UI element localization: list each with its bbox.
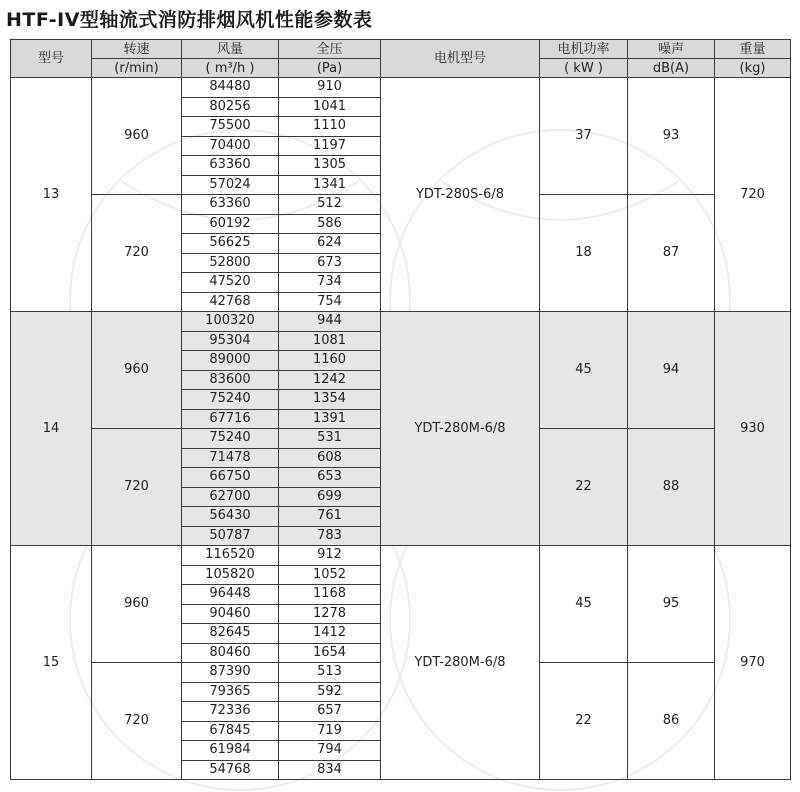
pressure-cell: 1081 [279,331,381,351]
airflow-cell: 83600 [182,370,279,390]
noise-cell: 86 [628,663,715,780]
pressure-cell: 1197 [279,136,381,156]
header-model: 型号 [11,40,92,78]
airflow-cell: 60192 [182,214,279,234]
model-cell: 15 [11,546,92,780]
table-header [11,40,791,78]
performance-table [10,39,791,780]
model-cell: 14 [11,312,92,546]
weight-cell: 930 [715,312,791,546]
airflow-cell: 79365 [182,682,279,702]
airflow-cell: 42768 [182,292,279,312]
airflow-cell: 96448 [182,585,279,605]
pressure-cell: 531 [279,429,381,449]
airflow-cell: 56625 [182,234,279,254]
airflow-cell: 89000 [182,351,279,371]
airflow-cell: 70400 [182,136,279,156]
pressure-cell: 910 [279,78,381,98]
airflow-cell: 61984 [182,741,279,761]
header-airflow-unit: ( m³/h ) [182,59,279,78]
speed-cell: 720 [92,429,182,546]
speed-cell: 960 [92,78,182,195]
power-cell: 45 [540,312,628,429]
airflow-cell: 75240 [182,390,279,410]
header-noise: 噪声 [628,40,715,59]
pressure-cell: 1278 [279,604,381,624]
table-body [11,78,791,780]
pressure-cell: 1041 [279,97,381,117]
pressure-cell: 761 [279,507,381,527]
pressure-cell: 1341 [279,175,381,195]
header-power-unit: ( kW ) [540,59,628,78]
pressure-cell: 1242 [279,370,381,390]
pressure-cell: 912 [279,546,381,566]
power-cell: 37 [540,78,628,195]
airflow-cell: 67845 [182,721,279,741]
airflow-cell: 50787 [182,526,279,546]
airflow-cell: 63360 [182,156,279,176]
header-pressure-unit: (Pa) [279,59,381,78]
airflow-cell: 72336 [182,702,279,722]
motor-cell: YDT-280M-6/8 [381,546,540,780]
header-pressure: 全压 [279,40,381,59]
pressure-cell: 1412 [279,624,381,644]
airflow-cell: 100320 [182,312,279,332]
header-speed: 转速 [92,40,182,59]
power-cell: 22 [540,663,628,780]
model-cell: 13 [11,78,92,312]
pressure-cell: 513 [279,663,381,683]
table-row [11,78,791,98]
header-power: 电机功率 [540,40,628,59]
header-weight-unit: (kg) [715,59,791,78]
pressure-cell: 673 [279,253,381,273]
airflow-cell: 67716 [182,409,279,429]
pressure-cell: 1654 [279,643,381,663]
airflow-cell: 90460 [182,604,279,624]
pressure-cell: 1354 [279,390,381,410]
airflow-cell: 66750 [182,468,279,488]
speed-cell: 720 [92,663,182,780]
speed-cell: 960 [92,312,182,429]
airflow-cell: 87390 [182,663,279,683]
airflow-cell: 84480 [182,78,279,98]
pressure-cell: 944 [279,312,381,332]
motor-cell: YDT-280S-6/8 [381,78,540,312]
noise-cell: 87 [628,195,715,312]
pressure-cell: 734 [279,273,381,293]
airflow-cell: 75500 [182,117,279,137]
header-motor: 电机型号 [381,40,540,78]
pressure-cell: 794 [279,741,381,761]
airflow-cell: 62700 [182,487,279,507]
header-airflow: 风量 [182,40,279,59]
airflow-cell: 80256 [182,97,279,117]
speed-cell: 960 [92,546,182,663]
weight-cell: 720 [715,78,791,312]
power-cell: 45 [540,546,628,663]
header-noise-unit: dB(A) [628,59,715,78]
airflow-cell: 54768 [182,760,279,780]
pressure-cell: 624 [279,234,381,254]
power-cell: 22 [540,429,628,546]
airflow-cell: 52800 [182,253,279,273]
airflow-cell: 71478 [182,448,279,468]
noise-cell: 88 [628,429,715,546]
header-weight: 重量 [715,40,791,59]
pressure-cell: 834 [279,760,381,780]
pressure-cell: 699 [279,487,381,507]
airflow-cell: 75240 [182,429,279,449]
airflow-cell: 105820 [182,565,279,585]
noise-cell: 95 [628,546,715,663]
motor-cell: YDT-280M-6/8 [381,312,540,546]
header-speed-unit: (r/min) [92,59,182,78]
airflow-cell: 82645 [182,624,279,644]
pressure-cell: 754 [279,292,381,312]
noise-cell: 93 [628,78,715,195]
speed-cell: 720 [92,195,182,312]
page-title: HTF-IV型轴流式消防排烟风机性能参数表 [6,9,373,31]
pressure-cell: 586 [279,214,381,234]
noise-cell: 94 [628,312,715,429]
pressure-cell: 608 [279,448,381,468]
pressure-cell: 653 [279,468,381,488]
airflow-cell: 63360 [182,195,279,215]
pressure-cell: 1160 [279,351,381,371]
pressure-cell: 783 [279,526,381,546]
pressure-cell: 592 [279,682,381,702]
airflow-cell: 116520 [182,546,279,566]
airflow-cell: 80460 [182,643,279,663]
airflow-cell: 57024 [182,175,279,195]
pressure-cell: 1391 [279,409,381,429]
weight-cell: 970 [715,546,791,780]
pressure-cell: 1305 [279,156,381,176]
pressure-cell: 1110 [279,117,381,137]
pressure-cell: 512 [279,195,381,215]
airflow-cell: 47520 [182,273,279,293]
table-row [11,546,791,566]
pressure-cell: 719 [279,721,381,741]
power-cell: 18 [540,195,628,312]
table-row [11,312,791,332]
airflow-cell: 56430 [182,507,279,527]
pressure-cell: 657 [279,702,381,722]
pressure-cell: 1052 [279,565,381,585]
pressure-cell: 1168 [279,585,381,605]
airflow-cell: 95304 [182,331,279,351]
